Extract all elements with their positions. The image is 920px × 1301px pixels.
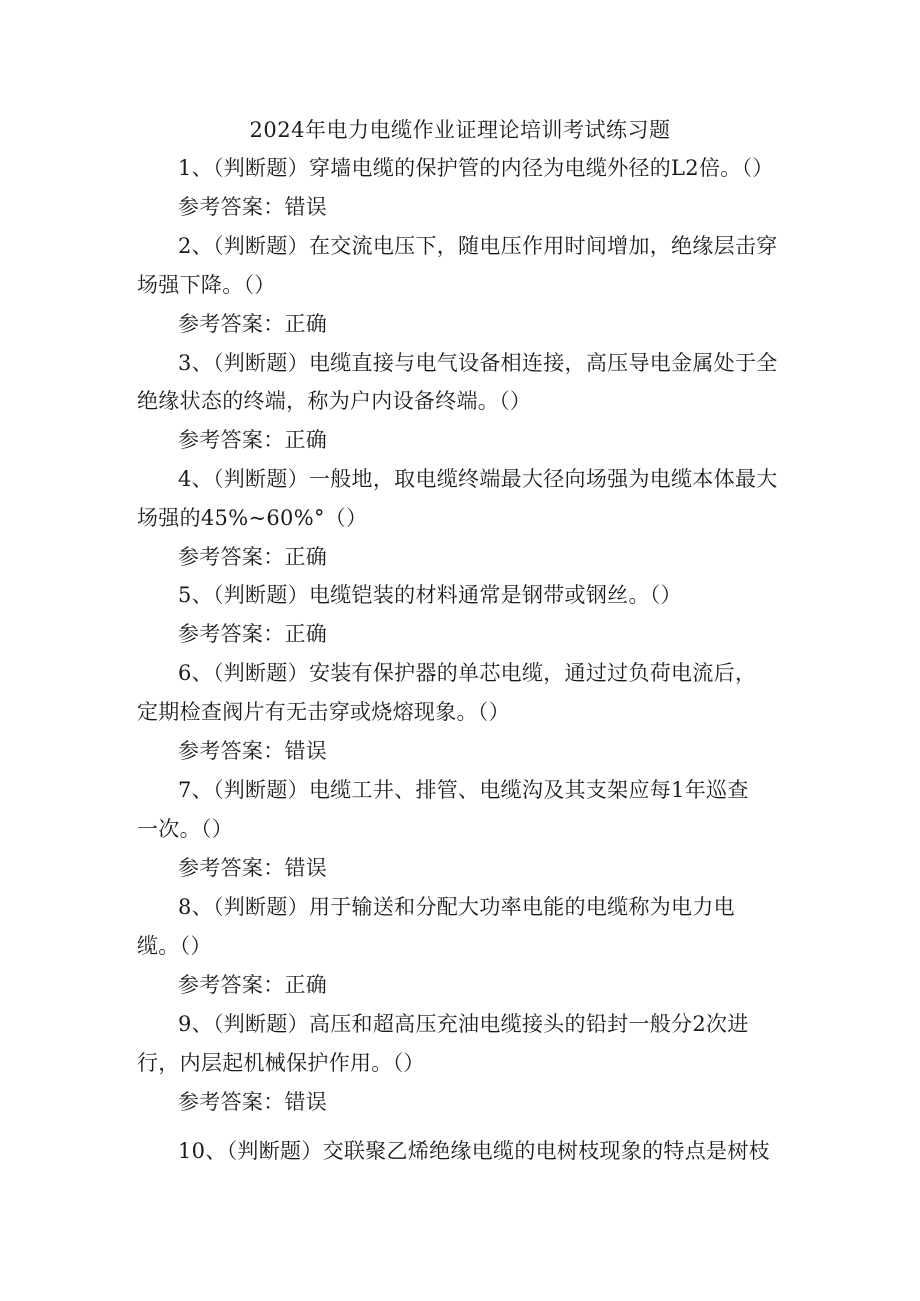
question-5-line-1: 5、（判断题）电缆铠装的材料通常是钢带或钢丝。（） xyxy=(178,583,682,607)
question-7-line-2: 一次。（） xyxy=(137,817,233,841)
answer-value: 错误 xyxy=(284,856,328,880)
answer-prefix: 参考答案： xyxy=(178,856,285,880)
question-6-line-1: 6、（判断题）安装有保护器的单芯电缆，通过过负荷电流后， xyxy=(178,661,757,685)
question-1-line-1: 1、（判断题）穿墙电缆的保护管的内径为电缆外径的L2倍。（） xyxy=(178,156,774,180)
answer-7 xyxy=(178,850,327,886)
question-9-line-2: 行，内层起机械保护作用。（） xyxy=(137,1051,425,1075)
question-2-line-1: 2、（判断题）在交流电压下，随电压作用时间增加，绝缘层击穿 xyxy=(178,234,778,258)
question-6-line-2: 定期检查阀片有无击穿或烧熔现象。（） xyxy=(137,700,510,724)
answer-value: 正确 xyxy=(284,622,328,646)
answer-value: 正确 xyxy=(284,428,328,452)
answer-prefix: 参考答案： xyxy=(178,195,285,219)
answer-prefix: 参考答案： xyxy=(178,428,285,452)
question-8-line-1: 8、（判断题）用于输送和分配大功率电能的电缆称为电力电 xyxy=(178,895,735,919)
answer-prefix: 参考答案： xyxy=(178,622,285,646)
question-8-line-2: 缆。（） xyxy=(137,934,212,958)
answer-8 xyxy=(178,967,327,1003)
answer-3 xyxy=(178,422,327,458)
answer-value: 正确 xyxy=(284,312,328,336)
answer-prefix: 参考答案： xyxy=(178,1090,285,1114)
page-title: 2024年电力电缆作业证理论培训考试练习题 xyxy=(249,118,671,142)
answer-prefix: 参考答案： xyxy=(178,312,285,336)
question-10-line-1: 10、（判断题）交联聚乙烯绝缘电缆的电树枝现象的特点是树枝 xyxy=(178,1139,770,1163)
question-9-line-1: 9、（判断题）高压和超高压充油电缆接头的铅封一般分2次进 xyxy=(178,1012,749,1036)
question-3-line-1: 3、（判断题）电缆直接与电气设备相连接，高压导电金属处于全 xyxy=(178,351,778,375)
answer-4 xyxy=(178,539,327,575)
answer-2 xyxy=(178,306,327,342)
answer-value: 正确 xyxy=(284,973,328,997)
question-2-line-2: 场强下降。（） xyxy=(137,273,276,297)
answer-1 xyxy=(178,189,327,225)
answer-value: 错误 xyxy=(284,1090,328,1114)
question-4-line-2: 场强的45%~60%°（） xyxy=(137,506,368,530)
question-7-line-1: 7、（判断题）电缆工井、排管、电缆沟及其支架应每1年巡查 xyxy=(178,778,749,802)
answer-value: 错误 xyxy=(284,195,328,219)
answer-value: 错误 xyxy=(284,739,328,763)
answer-prefix: 参考答案： xyxy=(178,545,285,569)
question-4-line-1: 4、（判断题）一般地，取电缆终端最大径向场强为电缆本体最大 xyxy=(178,467,778,491)
answer-value: 正确 xyxy=(284,545,328,569)
question-3-line-2: 绝缘状态的终端，称为户内设备终端。（） xyxy=(137,389,532,413)
answer-9 xyxy=(178,1084,327,1120)
answer-prefix: 参考答案： xyxy=(178,973,285,997)
answer-6 xyxy=(178,733,327,769)
answer-prefix: 参考答案： xyxy=(178,739,285,763)
answer-5 xyxy=(178,616,327,652)
